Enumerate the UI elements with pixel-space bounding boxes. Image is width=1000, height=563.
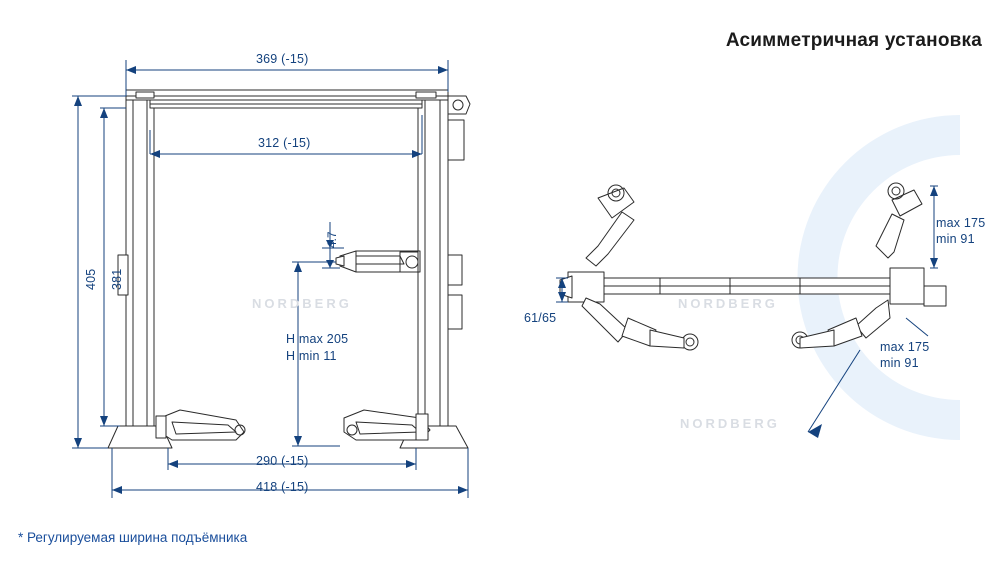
dim-arm-height: 4.7 xyxy=(327,231,339,248)
dim-arm-right-max: max 175 xyxy=(936,216,986,230)
footnote: * Регулируемая ширина подъёмника xyxy=(18,530,248,545)
dim-top-width: 369 (-15) xyxy=(256,52,309,66)
dim-arm-bottom-min: min 91 xyxy=(880,356,919,370)
dim-lift-min: H min 11 xyxy=(286,349,337,363)
dim-base-inner: 290 (-15) xyxy=(256,454,309,468)
dim-arm-right-min: min 91 xyxy=(936,232,975,246)
dim-height-inner: 381 xyxy=(110,268,124,290)
dim-base-total: 418 (-15) xyxy=(256,480,309,494)
watermark: NORDBERG xyxy=(252,296,352,311)
page-title: Асимметричная установка xyxy=(725,30,982,51)
dim-lift-max: H max 205 xyxy=(286,332,349,346)
dim-arm-bottom-max: max 175 xyxy=(880,340,930,354)
dim-pad-width: 61/65 xyxy=(524,311,557,325)
watermark: NORDBERG xyxy=(678,296,778,311)
dim-inner-width: 312 (-15) xyxy=(258,136,311,150)
watermark: NORDBERG xyxy=(680,416,780,431)
dim-height-total: 405 xyxy=(84,268,98,290)
